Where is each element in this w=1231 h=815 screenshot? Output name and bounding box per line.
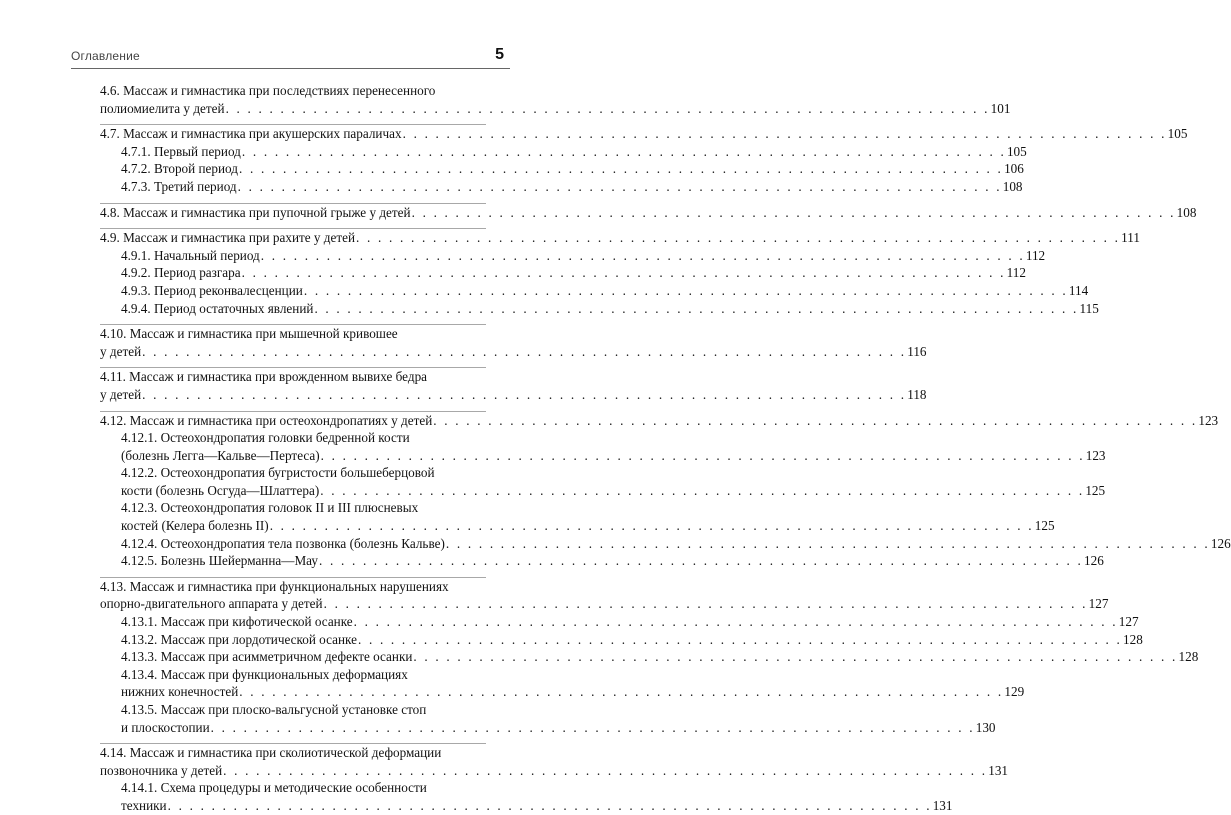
toc-entry-title: 4.7.3. Третий период xyxy=(121,178,237,194)
table-of-contents xyxy=(100,82,1231,815)
toc-leader-dots: . . . . . . . . . . . . . . . . . . . . . . . . . . . . . . . . . . . . . . . . . . . . . . . . . . . . . . . . . . . . . . . . . . . . . . xyxy=(142,343,907,359)
page-number: 5 xyxy=(495,46,504,63)
toc-entry xyxy=(121,648,1199,666)
toc-entry-title: 4.14. Массаж и гимнастика при сколиотической деформации xyxy=(100,745,442,761)
toc-entry-title: 4.13.5. Массаж при плоско-вальгусной установке стоп xyxy=(121,702,427,717)
toc-entry-line xyxy=(100,343,927,361)
toc-entry xyxy=(121,429,1106,464)
toc-entry-title: 4.13.3. Массаж при асимметричном дефекте осанки xyxy=(121,649,413,665)
toc-entry-title: 4.12. Массаж и гимнастика при остеохондропатиях у детей xyxy=(100,412,433,428)
toc-entry xyxy=(121,613,1139,631)
toc-leader-dots: . . . . . . . . . . . . . . . . . . . . . . . . . . . . . . . . . . . . . . . . . . . . . . . . . . . . . . . . . . . . . . . . . . . . . . xyxy=(142,386,907,402)
toc-entry xyxy=(100,577,1109,613)
toc-entry-title: 4.12.4. Остеохондропатия тела позвонка (болезнь Кальве) xyxy=(121,535,445,551)
toc-page-number: 115 xyxy=(1079,300,1099,316)
toc-page-number: 116 xyxy=(907,343,927,359)
toc-entry xyxy=(121,247,1046,265)
toc-entry xyxy=(121,631,1143,649)
toc-entry-title: 4.14.1. Схема процедуры и методические особенности xyxy=(121,780,427,796)
toc-entry xyxy=(121,666,1025,701)
toc-leader-dots: . . . . . . . . . . . . . . . . . . . . . . . . . . . . . . . . . . . . . . . . . . . . . . . . . . . . . . . . . . . . . . . . . . . . . . xyxy=(303,282,1068,298)
toc-entry xyxy=(121,160,1024,178)
toc-entry-title: 4.7.1. Первый период xyxy=(121,143,241,159)
toc-entry-line xyxy=(121,683,1025,701)
toc-leader-dots: . . . . . . . . . . . . . . . . . . . . . . . . . . . . . . . . . . . . . . . . . . . . . . . . . . . . . . . . . . . . . . . . . . . . . . xyxy=(356,230,1121,246)
toc-page-number: 131 xyxy=(932,797,953,813)
toc-page-number: 130 xyxy=(975,719,996,735)
toc-page-number: 105 xyxy=(1167,126,1188,142)
toc-entry-title: 4.9. Массаж и гимнастика при рахите у детей xyxy=(100,230,356,246)
toc-entry xyxy=(121,464,1106,499)
toc-entry-title: у детей xyxy=(100,343,142,359)
toc-page-number: 108 xyxy=(1002,178,1023,194)
toc-entry-title: 4.9.2. Период разгара xyxy=(121,265,241,281)
toc-leader-dots: . . . . . . . . . . . . . . . . . . . . . . . . . . . . . . . . . . . . . . . . . . . . . . . . . . . . . . . . . . . . . . . . . . . . . . xyxy=(225,100,990,116)
toc-entry-title: 4.7.2. Второй период xyxy=(121,161,238,177)
toc-page-number: 125 xyxy=(1085,482,1106,498)
toc-leader-dots: . . . . . . . . . . . . . . . . . . . . . . . . . . . . . . . . . . . . . . . . . . . . . . . . . . . . . . . . . . . . . . . . . . . . . . xyxy=(269,518,1034,534)
toc-entry xyxy=(100,324,927,360)
toc-entry-line xyxy=(100,325,486,343)
running-header xyxy=(71,46,510,68)
toc-entry-line xyxy=(121,648,1199,666)
toc-leader-dots: . . . . . . . . . . . . . . . . . . . . . . . . . . . . . . . . . . . . . . . . . . . . . . . . . . . . . . . . . . . . . . . . . . . . . . xyxy=(210,719,975,735)
toc-entry xyxy=(100,411,1219,430)
toc-entry-title: 4.9.3. Период реконвалесценции xyxy=(121,282,303,298)
toc-entry xyxy=(100,82,1011,117)
toc-entry-line xyxy=(121,701,486,719)
toc-entry-line xyxy=(100,229,1140,247)
toc-entry-title: 4.13.2. Массаж при лордотической осанке xyxy=(121,631,357,647)
toc-entry-title: 4.9.1. Начальный период xyxy=(121,247,260,263)
toc-entry xyxy=(121,701,996,736)
toc-entry xyxy=(121,535,1231,553)
toc-entry-line xyxy=(100,368,486,386)
toc-leader-dots: . . . . . . . . . . . . . . . . . . . . . . . . . . . . . . . . . . . . . . . . . . . . . . . . . . . . . . . . . . . . . . . . . . . . . . xyxy=(320,482,1085,498)
toc-leader-dots: . . . . . . . . . . . . . . . . . . . . . . . . . . . . . . . . . . . . . . . . . . . . . . . . . . . . . . . . . . . . . . . . . . . . . . xyxy=(323,596,1088,612)
toc-leader-dots: . . . . . . . . . . . . . . . . . . . . . . . . . . . . . . . . . . . . . . . . . . . . . . . . . . . . . . . . . . . . . . . . . . . . . . xyxy=(241,143,1006,159)
toc-entry-line xyxy=(100,100,1011,118)
toc-page-number: 125 xyxy=(1034,518,1055,534)
toc-entry xyxy=(100,203,1197,222)
toc-entry-line xyxy=(100,82,486,100)
toc-entry-line xyxy=(121,666,486,684)
toc-entry-title: 4.13.1. Массаж при кифотической осанке xyxy=(121,614,353,630)
toc-leader-dots: . . . . . . . . . . . . . . . . . . . . . . . . . . . . . . . . . . . . . . . . . . . . . . . . . . . . . . . . . . . . . . . . . . . . . . xyxy=(413,649,1178,665)
toc-page-number: 131 xyxy=(988,762,1008,778)
toc-leader-dots: . . . . . . . . . . . . . . . . . . . . . . . . . . . . . . . . . . . . . . . . . . . . . . . . . . . . . . . . . . . . . . . . . . . . . . xyxy=(223,762,988,778)
toc-entry-line xyxy=(100,204,1197,222)
toc-leader-dots: . . . . . . . . . . . . . . . . . . . . . . . . . . . . . . . . . . . . . . . . . . . . . . . . . . . . . . . . . . . . . . . . . . . . . . xyxy=(318,553,1084,569)
toc-entry-line xyxy=(121,178,1023,196)
toc-entry xyxy=(121,282,1089,300)
toc-entry-line xyxy=(121,797,953,815)
toc-page-number: 129 xyxy=(1004,684,1025,700)
toc-page-number: 118 xyxy=(907,386,927,402)
toc-entry-title: 4.10. Массаж и гимнастика при мышечной кривошее xyxy=(100,326,398,342)
toc-leader-dots: . . . . . . . . . . . . . . . . . . . . . . . . . . . . . . . . . . . . . . . . . . . . . . . . . . . . . . . . . . . . . . . . . . . . . . xyxy=(238,161,1004,177)
toc-entry-line xyxy=(100,386,927,404)
toc-entry-title: у детей xyxy=(100,386,142,402)
toc-entry-line xyxy=(100,412,1219,430)
toc-entry-line xyxy=(100,762,1008,780)
toc-page-number: 112 xyxy=(1006,265,1026,281)
toc-entry-title: 4.12.2. Остеохондропатия бугристости большеберцовой xyxy=(121,465,435,481)
toc-entry xyxy=(121,143,1027,161)
toc-entry-line xyxy=(121,631,1143,649)
toc-entry-line xyxy=(121,264,1026,282)
toc-entry xyxy=(121,300,1099,318)
toc-page-number: 127 xyxy=(1118,614,1139,630)
toc-entry xyxy=(100,124,1188,143)
toc-entry-line xyxy=(121,613,1139,631)
toc-entry xyxy=(121,499,1055,534)
toc-entry-line xyxy=(121,429,486,447)
toc-entry-title: техники xyxy=(121,797,167,813)
toc-entry-line xyxy=(121,300,1099,318)
toc-entry-line xyxy=(100,595,1109,613)
toc-page-number: 105 xyxy=(1006,143,1027,159)
toc-page-number: 128 xyxy=(1123,631,1143,647)
toc-page-number: 101 xyxy=(990,100,1011,116)
toc-entry-line xyxy=(121,464,486,482)
toc-leader-dots: . . . . . . . . . . . . . . . . . . . . . . . . . . . . . . . . . . . . . . . . . . . . . . . . . . . . . . . . . . . . . . . . . . . . . . xyxy=(237,178,1002,194)
toc-page-number: 108 xyxy=(1176,204,1197,220)
toc-leader-dots: . . . . . . . . . . . . . . . . . . . . . . . . . . . . . . . . . . . . . . . . . . . . . . . . . . . . . . . . . . . . . . . . . . . . . . xyxy=(167,797,932,813)
toc-entry-title: 4.9.4. Период остаточных явлений xyxy=(121,300,314,316)
toc-entry-line xyxy=(121,517,1055,535)
toc-entry-title: 4.12.1. Остеохондропатия головки бедренной кости xyxy=(121,430,410,446)
toc-entry xyxy=(121,779,953,814)
toc-entry-line xyxy=(121,719,996,737)
toc-entry xyxy=(100,228,1140,247)
toc-entry-line xyxy=(121,282,1089,300)
toc-leader-dots: . . . . . . . . . . . . . . . . . . . . . . . . . . . . . . . . . . . . . . . . . . . . . . . . . . . . . . . . . . . . . . . . . . . . . . xyxy=(320,447,1085,463)
toc-leader-dots: . . . . . . . . . . . . . . . . . . . . . . . . . . . . . . . . . . . . . . . . . . . . . . . . . . . . . . . . . . . . . . . . . . . . . . xyxy=(239,684,1004,700)
toc-page-number: 123 xyxy=(1198,412,1219,428)
toc-leader-dots: . . . . . . . . . . . . . . . . . . . . . . . . . . . . . . . . . . . . . . . . . . . . . . . . . . . . . . . . . . . . . . . . . . . . . . xyxy=(402,126,1167,142)
header-rule xyxy=(71,68,510,69)
toc-entry-line xyxy=(100,125,1188,143)
toc-entry-line xyxy=(121,499,486,517)
toc-leader-dots: . . . . . . . . . . . . . . . . . . . . . . . . . . . . . . . . . . . . . . . . . . . . . . . . . . . . . . . . . . . . . . . . . . . . . . xyxy=(241,265,1006,281)
toc-entry-title: 4.13. Массаж и гимнастика при функциональных нарушениях xyxy=(100,578,449,594)
toc-entry-title: 4.8. Массаж и гимнастика при пупочной грыже у детей xyxy=(100,204,411,220)
toc-page-number: 128 xyxy=(1178,649,1199,665)
toc-entry xyxy=(121,178,1023,196)
toc-entry-line xyxy=(100,578,486,596)
toc-page-number: 111 xyxy=(1121,230,1140,246)
toc-leader-dots: . . . . . . . . . . . . . . . . . . . . . . . . . . . . . . . . . . . . . . . . . . . . . . . . . . . . . . . . . . . . . . . . . . . . . . xyxy=(433,412,1198,428)
toc-entry-title: (болезнь Легга—Кальве—Пертеса) xyxy=(121,447,320,463)
toc-leader-dots: . . . . . . . . . . . . . . . . . . . . . . . . . . . . . . . . . . . . . . . . . . . . . . . . . . . . . . . . . . . . . . . . . . . . . . xyxy=(411,204,1176,220)
toc-entry-title: 4.12.5. Болезнь Шейерманна—Мау xyxy=(121,553,318,569)
toc-leader-dots: . . . . . . . . . . . . . . . . . . . . . . . . . . . . . . . . . . . . . . . . . . . . . . . . . . . . . . . . . . . . . . . . . . . . . . xyxy=(260,247,1025,263)
toc-entry-title: опорно-двигательного аппарата у детей xyxy=(100,596,323,612)
toc-entry-title: 4.7. Массаж и гимнастика при акушерских параличах xyxy=(100,126,402,142)
toc-entry-title: 4.11. Массаж и гимнастика при врожденном вывихе бедра xyxy=(100,369,428,385)
toc-entry-line xyxy=(121,247,1046,265)
toc-page-number: 123 xyxy=(1085,447,1106,463)
toc-entry-title: 4.12.3. Остеохондропатия головок II и III плюсневых xyxy=(121,500,419,516)
toc-entry-title: кости (болезнь Осгуда—Шлаттера) xyxy=(121,482,320,498)
toc-entry-title: полиомиелита у детей xyxy=(100,100,225,116)
toc-entry-line xyxy=(121,143,1027,161)
toc-entry-line xyxy=(100,744,486,762)
toc-entry-title: позвоночника у детей xyxy=(100,762,223,778)
toc-page-number: 127 xyxy=(1088,596,1109,612)
toc-entry-line xyxy=(121,482,1106,500)
toc-leader-dots: . . . . . . . . . . . . . . . . . . . . . . . . . . . . . . . . . . . . . . . . . . . . . . . . . . . . . . . . . . . . . . . . . . . . . . xyxy=(357,631,1123,647)
toc-page-number: 114 xyxy=(1068,282,1089,298)
toc-entry-line xyxy=(121,552,1104,570)
toc-entry-title: 4.13.4. Массаж при функциональных деформациях xyxy=(121,666,408,682)
toc-entry-title: костей (Келера болезнь II) xyxy=(121,518,269,534)
toc-entry-title: и плоскостопии xyxy=(121,719,210,735)
toc-page-number: 106 xyxy=(1004,161,1024,177)
toc-entry xyxy=(100,743,1008,779)
toc-page-number: 112 xyxy=(1025,247,1046,263)
toc-entry-title: 4.6. Массаж и гимнастика при последствиях перенесенного xyxy=(100,83,436,98)
toc-entry-line xyxy=(121,160,1024,178)
toc-entry xyxy=(121,552,1104,570)
toc-entry-line xyxy=(121,447,1106,465)
toc-entry-line xyxy=(121,779,486,797)
toc-entry-title: нижних конечностей xyxy=(121,684,239,700)
toc-entry xyxy=(121,264,1026,282)
toc-page-number: 126 xyxy=(1084,553,1104,569)
toc-entry-line xyxy=(121,535,1231,553)
header-title: Оглавление xyxy=(71,49,140,63)
toc-leader-dots: . . . . . . . . . . . . . . . . . . . . . . . . . . . . . . . . . . . . . . . . . . . . . . . . . . . . . . . . . . . . . . . . . . . . . . xyxy=(445,535,1210,551)
toc-leader-dots: . . . . . . . . . . . . . . . . . . . . . . . . . . . . . . . . . . . . . . . . . . . . . . . . . . . . . . . . . . . . . . . . . . . . . . xyxy=(353,614,1118,630)
toc-page-number: 126 xyxy=(1210,535,1231,551)
toc-entry xyxy=(100,367,927,403)
toc-leader-dots: . . . . . . . . . . . . . . . . . . . . . . . . . . . . . . . . . . . . . . . . . . . . . . . . . . . . . . . . . . . . . . . . . . . . . . xyxy=(314,300,1079,316)
